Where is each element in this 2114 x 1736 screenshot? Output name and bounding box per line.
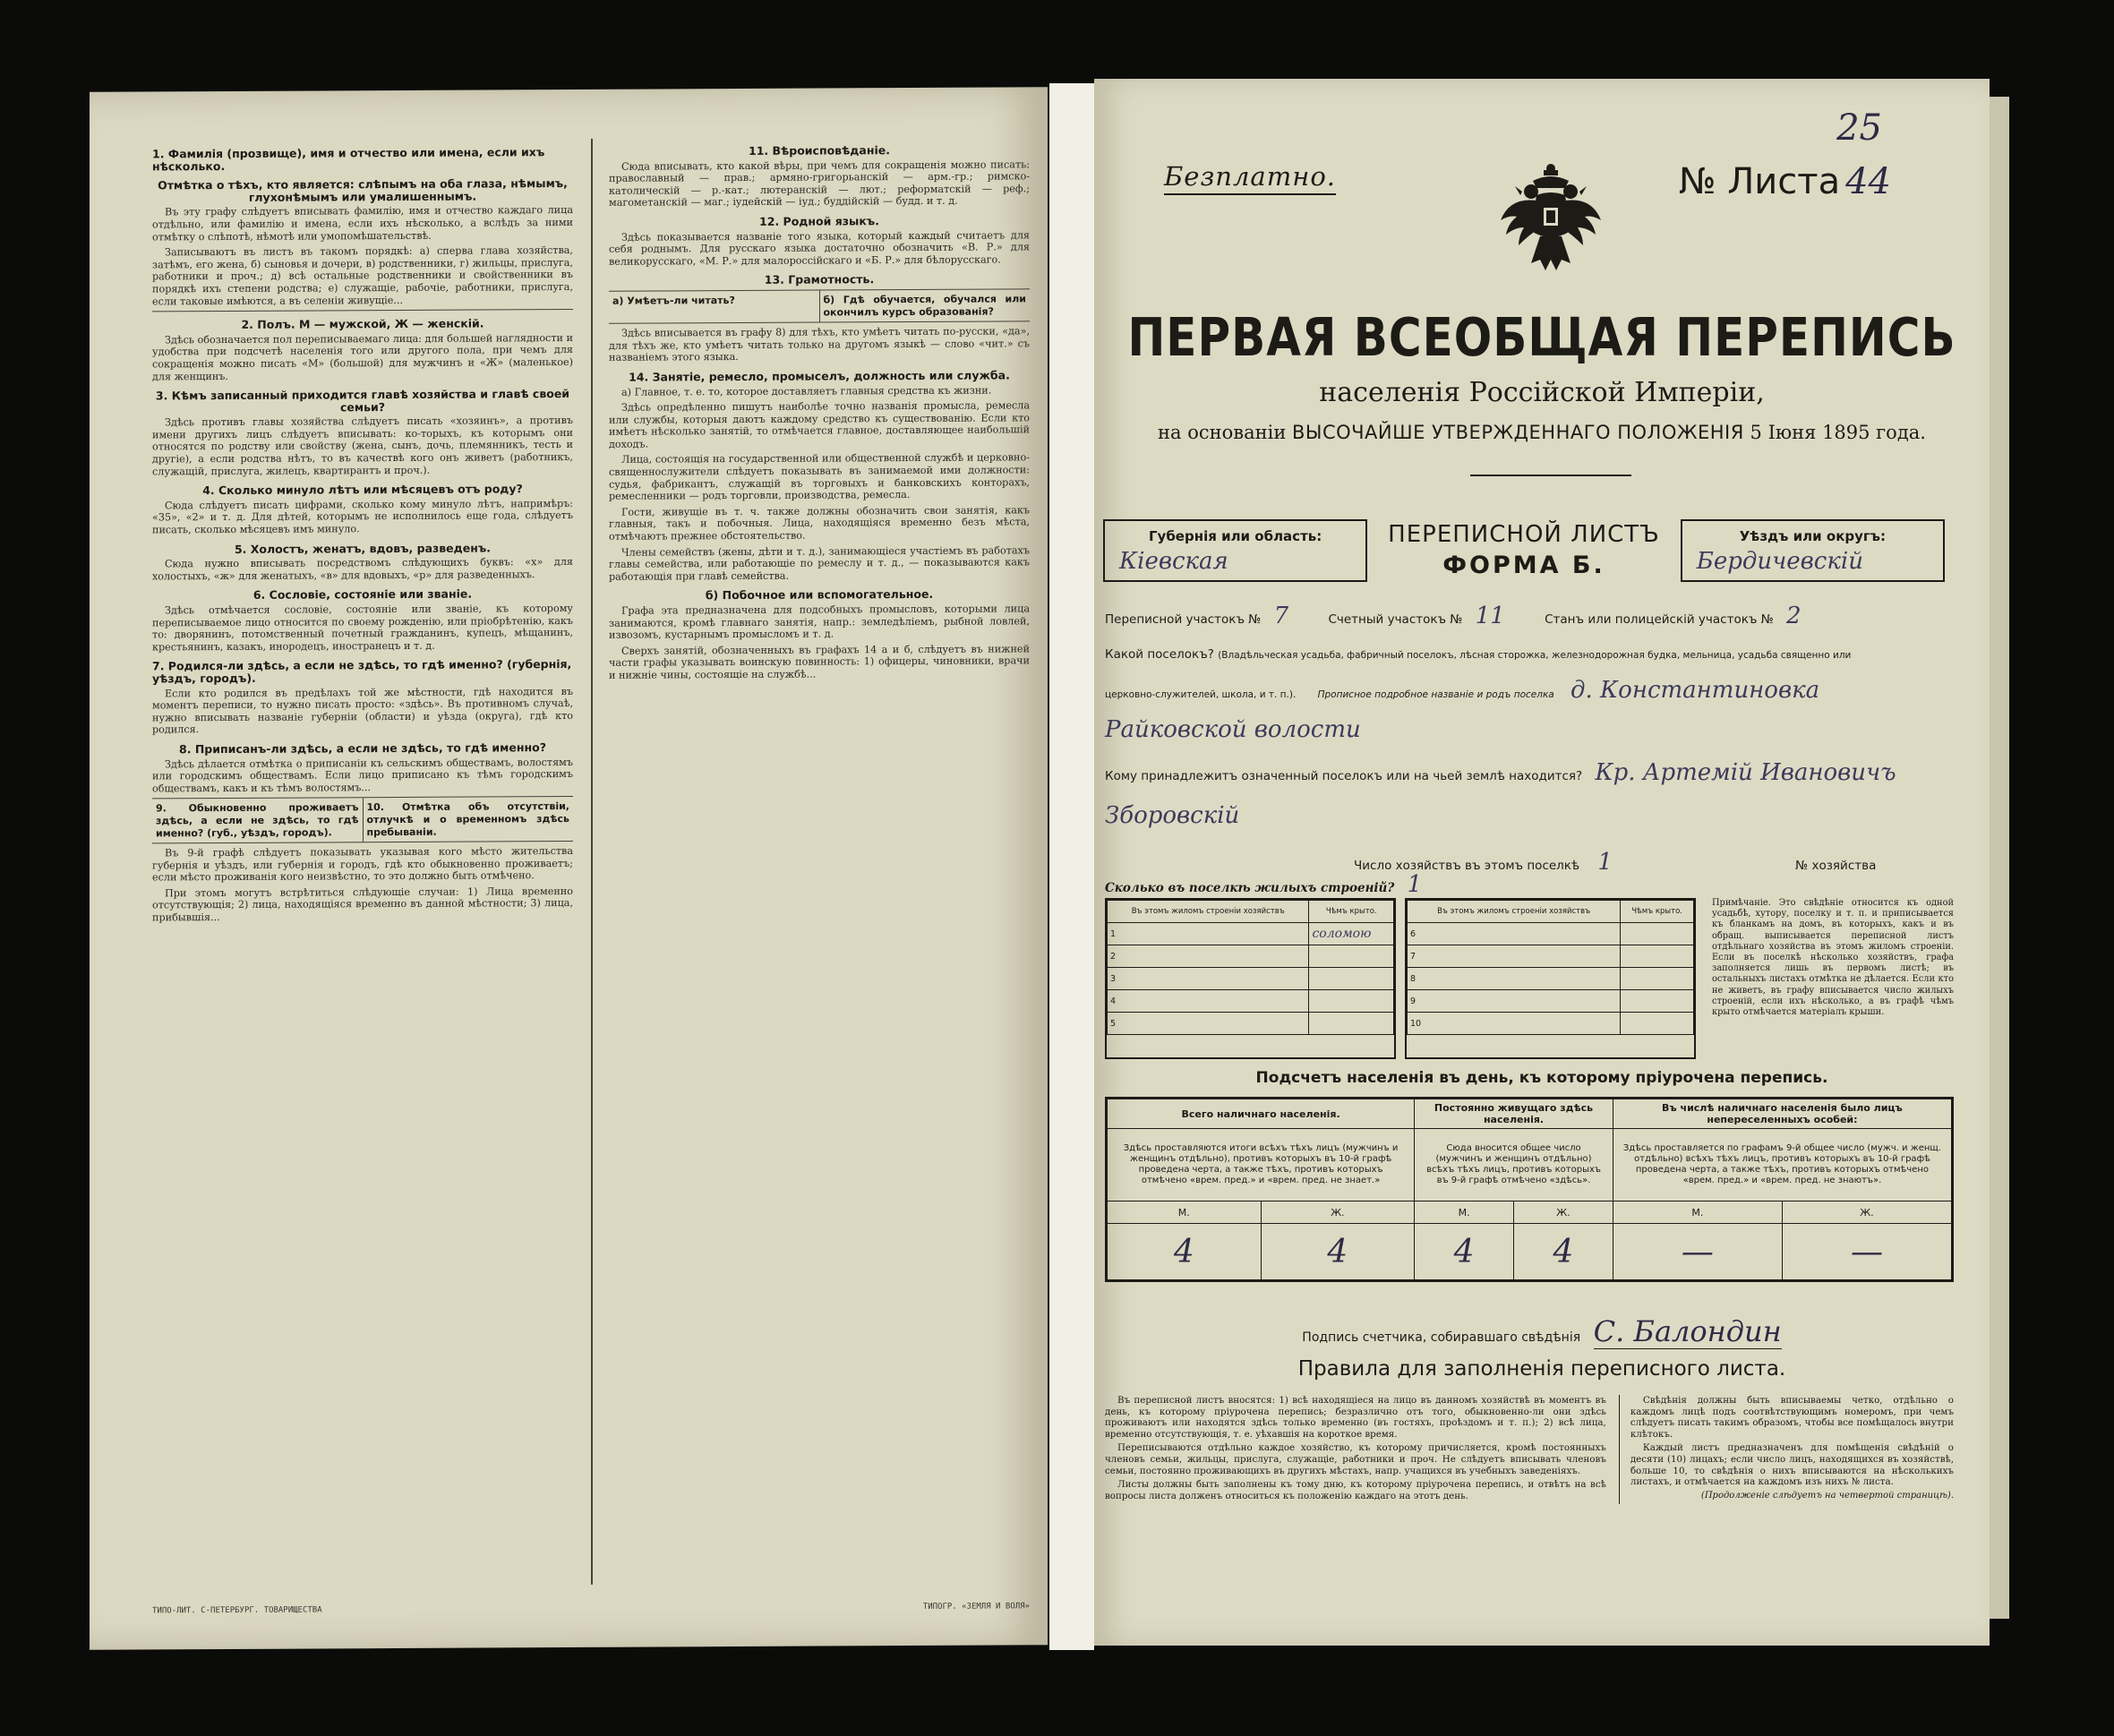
- sheet-number-label: № Листа: [1678, 161, 1841, 202]
- settlement-label: Какой поселокъ?: [1105, 647, 1214, 662]
- paragraph: Лица, состоящія на государственной или общественной службѣ и церковно-священнослужители слѣдуетъ показывать въ занимаемой ими должности: судья, фабрикантъ, служащій въ торговыхъ и банковскихъ конторахъ, ремесленники — родъ торговли, производства, ремесла.: [609, 451, 1030, 503]
- precinct-label: Переписной участокъ №: [1105, 612, 1262, 627]
- printer-mark-right: ТИПОГР. «ЗЕМЛЯ И ВОЛЯ»: [922, 1602, 1030, 1612]
- count-col-header-3: Въ числѣ наличнаго населенія было лицъ непереселенныхъ особей:: [1613, 1099, 1951, 1129]
- rules-column-1: [1105, 1395, 1606, 1504]
- continued-note: (Продолженіе слѣдуетъ на четвертой страницѣ).: [1700, 1490, 1954, 1501]
- settlement-name-value: д. Константиновка: [1571, 677, 1820, 704]
- count-value: 4: [1415, 1224, 1514, 1280]
- households-label: Число хозяйствъ въ этомъ поселкѣ: [1354, 859, 1580, 873]
- heading-9: 9. Обыкновенно проживаетъ здѣсь, а если не здѣсь, то гдѣ именно? (губ., уѣздъ, городъ).: [156, 801, 359, 839]
- rules-text: [1105, 1395, 1954, 1504]
- precinct-value: 7: [1273, 603, 1289, 629]
- rules-column-2: [1619, 1395, 1954, 1504]
- paragraph: Если кто родился въ предѣлахъ той же мѣстности, гдѣ находится въ моментъ переписи, то нужно писать просто: «здѣсь». Въ противномъ случаѣ, нужно вписывать названіе губерніи (области) и уѣзда (округа), гдѣ кто родился.: [152, 685, 573, 736]
- row-number: 2: [1108, 945, 1309, 968]
- paragraph: Здѣсь показывается названіе того языка, который каждый считаетъ для себя роднымъ. Для русскаго языка достаточно обозначить «В. Р.» для великорусскаго, «М. Р.» для малороссійскаго и «Б. Р.» для бѣлорусскаго.: [609, 228, 1030, 268]
- heading-11: 11. Вѣроисповѣданіе.: [749, 143, 890, 158]
- row-number: 3: [1108, 968, 1309, 990]
- paragraph: Записываютъ въ листъ въ такомъ порядкѣ: а) сперва глава хозяйства, затѣмъ, его жена, б) сыновья и дочери, в) родственники, г) жильцы, прислуга, работники и проч.; д) всѣ остальные родственники и свойственники въ порядкѣ ихъ степени родства; е) служащіе, рабочіе, работники, прислуга, если таковые имѣются, а въ селеніи живущіе...: [152, 244, 573, 307]
- settlement-line: [1105, 647, 1954, 662]
- count-desc-2: Сюда вносится общее число (мужчинъ и женщинъ отдѣльно) всѣхъ тѣхъ лицъ, противъ которыхъ въ 9-й графѣ отмѣчено «здѣсь».: [1415, 1129, 1613, 1202]
- paragraph: Графа эта предназначена для подсобныхъ промысловъ, которыми лица занимаются, кромѣ главнаго занятія, напр.: земледѣліемъ, рыбной ловлей, извозомъ, кустарнымъ промысломъ и т. д.: [609, 603, 1030, 641]
- count-district-label: Счетный участокъ №: [1328, 612, 1463, 627]
- precinct-line: [1105, 603, 1954, 629]
- female-header: Ж.: [1261, 1202, 1415, 1224]
- right-page: [1094, 79, 1990, 1646]
- heading-5: 5. Холостъ, женатъ, вдовъ, разведенъ.: [234, 541, 492, 556]
- heading-13a: а) Умѣетъ-ли читать?: [612, 294, 735, 307]
- owner-value-2: Зборовскій: [1105, 802, 1240, 829]
- heading-1-sub: Отмѣтка о тѣхъ, кто является: слѣпымъ на оба глаза, нѣмымъ, глухонѣмымъ или умалишеннымъ.: [158, 176, 568, 204]
- paragraph: Здѣсь вписывается въ графу 8) для тѣхъ, кто умѣетъ читать по-русски, «да», для тѣхъ же, кто умѣетъ читать только на другомъ языкѣ — слово «чит.» съ названіемъ этого языка.: [609, 325, 1030, 364]
- paragraph: Переписываются отдѣльно каждое хозяйство, къ которому причисляется, кромѣ постоянныхъ членовъ семьи, жильцы, прислуга, служащіе, работники и проч. Не слѣдуетъ вписывать членовъ семьи, постоянно проживающихъ въ другихъ мѣстахъ, напр. учащихся въ учебныхъ заведеніяхъ.: [1105, 1442, 1606, 1476]
- col-header: Въ этомъ жиломъ строеніи хозяйствъ: [1408, 901, 1621, 923]
- paragraph: Каждый листъ предназначенъ для помѣщенія свѣдѣній о десяти (10) лицахъ; если число лицъ, находящихся въ хозяйствѣ, больше 10, то свѣдѣнія о нихъ вписываются на нѣсколькихъ листахъ, и отмѣчается на каждомъ изъ нихъ № листа.: [1630, 1442, 1954, 1488]
- heading-14b: б) Побочное или вспомогательное.: [705, 587, 934, 603]
- male-header: М.: [1108, 1202, 1262, 1224]
- table-cell: [1309, 1013, 1394, 1035]
- count-district-value: 11: [1475, 603, 1505, 629]
- owner-value: Кр. Артемій Ивановичъ: [1595, 759, 1896, 786]
- gutter-strip: [1049, 83, 1094, 1650]
- district-value: Бердичевскій: [1696, 548, 1863, 575]
- row-number: 6: [1408, 923, 1621, 945]
- handwritten-page-number: 25: [1836, 107, 1882, 149]
- free-label: Безплатно.: [1164, 161, 1337, 192]
- paragraph: При этомъ могутъ встрѣтиться слѣдующіе случаи: 1) Лица временно отсутствующія; 2) лица, находящіяся временно въ данной мѣстности; 3) лица, прибывшія...: [152, 885, 573, 924]
- settlement-name-line-2: [1105, 716, 1954, 743]
- owner-line: [1105, 759, 1954, 786]
- buildings-label: Сколько въ поселкѣ жилыхъ строеній?: [1105, 881, 1395, 895]
- page-edge: [1988, 97, 2009, 1619]
- settlement-name-label: Прописное подробное названіе и родъ поселка: [1317, 689, 1554, 700]
- subtitle-basis-a: на основаніи: [1158, 422, 1287, 443]
- province-value: Кіевская: [1119, 548, 1228, 575]
- district-field: [1681, 519, 1945, 582]
- province-field: [1103, 519, 1367, 582]
- paragraph: а) Главное, т. е. то, которое доставляетъ главныя средства къ жизни.: [621, 384, 992, 398]
- female-header: Ж.: [1782, 1202, 1951, 1224]
- settlement-name-value-2: Райковской волости: [1105, 716, 1361, 743]
- female-header: Ж.: [1514, 1202, 1613, 1224]
- left-column-2: [591, 136, 1030, 1585]
- subtitle: населенія Россійской Имперіи,: [1319, 377, 1765, 408]
- divider: [152, 309, 573, 312]
- signature-label: Подпись счетчика, собиравшаго свѣдѣнія: [1302, 1330, 1581, 1345]
- paragraph: Въ 9-й графѣ слѣдуетъ показывать указывая кого мѣсто жительства губернія и уѣздъ, или губернія и городъ, гдѣ кто обыкновенно проживаетъ; если мѣсто проживанія кого неизвѣстно, то это должно быть отмѣчено.: [152, 845, 573, 884]
- buildings-note: Примѣчаніе. Это свѣдѣніе относится къ одной усадьбѣ, хутору, поселку и т. п. и приписывается къ бланкамъ на домъ, въ которыхъ, какъ и въ обращ. выписывается переписной листъ отдѣльнаго хозяйства въ этомъ жиломъ строеніи. Если въ поселкѣ нѣсколько хозяйствъ, графа заполняется лишь въ первомъ листѣ; въ остальныхъ листахъ отмѣтка не дѣлается. Если кто не живетъ, въ графу вписывается число жилыхъ строеній, если ихъ нѣсколько, а въ графѣ чѣмъ крыто отмѣчается матеріалъ крыши.: [1712, 898, 1954, 1018]
- settlement-hint-2: церковно-служителей, школа, и т. п.).: [1105, 689, 1297, 700]
- count-desc-1: Здѣсь проставляются итоги всѣхъ тѣхъ лицъ (мужчинъ и женщинъ отдѣльно), противъ которыхъ въ 10-й графѣ проведена черта, а также тѣхъ, противъ которыхъ отмѣчено «врем. пред.» и «врем. пред. не знает.»: [1108, 1129, 1415, 1202]
- paragraph: Гости, живущіе въ т. ч. также должны обозначить свои занятія, какъ главныя, такъ и побочныя. Лица, находящіяся временно безъ мѣста, отмѣчаютъ прежнее обстоятельство.: [609, 504, 1030, 543]
- double-headed-eagle-icon: [1497, 161, 1605, 278]
- row-number: 8: [1408, 968, 1621, 990]
- main-title: ПЕРВАЯ ВСЕОБЩАЯ ПЕРЕПИСЬ: [1127, 306, 1956, 369]
- row-number: 4: [1108, 990, 1309, 1013]
- roof-value: [1309, 923, 1394, 945]
- heading-12: 12. Родной языкъ.: [759, 214, 879, 228]
- sheet-number-handwritten: 44: [1845, 161, 1891, 202]
- heading-6: 6. Сословіе, состояніе или званіе.: [252, 586, 473, 603]
- settlement-hint: (Владѣльческая усадьба, фабричный поселокъ, лѣсная сторожка, железнодорожная будка, мельница, усадьба священно или: [1218, 650, 1852, 661]
- settlement-name-line: [1105, 677, 1954, 704]
- household-number-label: № хозяйства: [1795, 859, 1877, 873]
- paragraph: Здѣсь отмѣчается сословіе, состояніе или званіе, къ которому переписываемое лицо относится по своему рожденію, или пріобрѣтенію, какъ то: дворянинъ, потомственный почетный гражданинъ, купецъ, мѣщанинъ, крестьянинъ, казакъ, инородецъ, иностранецъ и т. д.: [152, 602, 573, 654]
- subtitle-basis: [1094, 422, 1990, 443]
- count-col-header-2: Постоянно живущаго здѣсь населенія.: [1415, 1099, 1613, 1129]
- sheet-number: [1679, 161, 1891, 202]
- col-header: Чѣмъ крыто.: [1309, 901, 1394, 923]
- count-value: 4: [1261, 1224, 1415, 1280]
- rules-title: Правила для заполненія переписного листа.: [1297, 1357, 1786, 1381]
- left-page: [90, 87, 1048, 1650]
- table-cell: [1621, 968, 1694, 990]
- enumerator-signature-line: [1094, 1314, 1990, 1348]
- heading-2: 2. Полъ. М — мужской, Ж — женскій.: [241, 316, 484, 332]
- heading-14: 14. Занятіе, ремесло, промыселъ, должность или служба.: [629, 368, 1010, 384]
- buildings-table: [1105, 898, 1696, 1059]
- male-header: М.: [1415, 1202, 1514, 1224]
- male-header: М.: [1613, 1202, 1782, 1224]
- col-header: Въ этомъ жиломъ строеніи хозяйствъ: [1108, 901, 1309, 923]
- count-desc-3: Здѣсь проставляется по графамъ 9-й общее число (мужч. и женщ. отдѣльно) всѣхъ тѣхъ лицъ, противъ которыхъ въ 10-й графѣ проведена черта, а также тѣхъ, противъ которыхъ отмѣчено «врем. пред.» и «врем. пред. не знаютъ».: [1613, 1129, 1951, 1202]
- heading-8: 8. Приписанъ-ли здѣсь, а если не здѣсь, то гдѣ именно?: [179, 740, 546, 757]
- left-footer: [152, 1602, 1030, 1615]
- police-district-value: 2: [1786, 603, 1802, 629]
- paragraph: Здѣсь противъ главы хозяйства слѣдуетъ писать «хозяинъ», а противъ имени другихъ лицъ слѣдуетъ вписывать: ко-торыхъ, къ которымъ они относятся по родству или свойству (жена, сынъ, дочь, племянникъ, тесть и другіе), а если родства нѣтъ, то въ качествѣ кого онъ живетъ (работникъ, служащій, прислуга, жилецъ, квартирантъ и проч.).: [152, 415, 573, 478]
- count-title: Подсчетъ населенія въ день, къ которому пріурочена перепись.: [1255, 1069, 1828, 1087]
- table-cell: [1309, 968, 1394, 990]
- table-cell: [1621, 945, 1694, 968]
- count-col-header-1: Всего наличнаго населенія.: [1108, 1099, 1415, 1129]
- buildings-value: 1: [1407, 871, 1423, 898]
- row-number: 9: [1408, 990, 1621, 1013]
- row-number: 10: [1408, 1013, 1621, 1035]
- district-label: Уѣздъ или округъ:: [1739, 528, 1886, 544]
- owner-line-2: [1105, 802, 1954, 829]
- signature-handwritten: С. Балондин: [1593, 1314, 1782, 1348]
- province-label: Губернія или область:: [1148, 528, 1322, 544]
- census-spread: [90, 70, 2015, 1663]
- paragraph: Здѣсь дѣлается отмѣтка о приписаніи къ сельскимъ обществамъ, волостямъ или городскимъ обществамъ. Если лицо приписано къ тѣмъ городскимъ обществамъ, какъ и къ тѣмъ волостямъ...: [152, 756, 573, 795]
- row-number: 5: [1108, 1013, 1309, 1035]
- row-number: 7: [1408, 945, 1621, 968]
- form-header-row: [1103, 519, 1945, 582]
- roof-handwritten: соломою: [1312, 927, 1372, 941]
- col-header: Чѣмъ крыто.: [1621, 901, 1694, 923]
- paragraph: Сюда вписывать, кто какой вѣры, при чемъ для сокращенія можно писать: православный — прав.; армяно-григорьанскій — арм.-гр.; римско-католическій — р.-кат.; лютеранскій — лют.; реформатскій — реф.; магометанскій — маг.; іудейскій — іуд.; буддійскій — будд. и т. д.: [609, 158, 1030, 210]
- heading-13b: б) Гдѣ обучается, обучался или окончилъ курсъ образованія?: [819, 289, 1031, 321]
- subtitle-basis-b: ВЫСОЧАЙШЕ УТВЕРЖДЕННАГО ПОЛОЖЕНІЯ: [1292, 422, 1744, 443]
- heading-13: 13. Грамотность.: [764, 272, 875, 287]
- paragraph: Сюда нужно вписывать посредствомъ слѣдующихъ буквъ: «х» для холостыхъ, «ж» для женатыхъ, «в» для вдовыхъ, «р» для разведенныхъ.: [152, 556, 573, 583]
- form-name-line-2: ФОРМА Б.: [1442, 552, 1605, 579]
- row-number: 1: [1108, 923, 1309, 945]
- count-value: —: [1613, 1224, 1782, 1280]
- paragraph: Члены семействъ (жены, дѣти и т. д.), занимающіеся участіемъ въ работахъ главы семейства, или работающіе по ремеслу и т. д., — показываются какъ работающія при главѣ семейства.: [609, 543, 1030, 583]
- households-value: 1: [1597, 849, 1613, 876]
- count-value: 4: [1514, 1224, 1613, 1280]
- table-cell: [1621, 990, 1694, 1013]
- left-column-1: [152, 139, 573, 1586]
- owner-label: Кому принадлежитъ означенный поселокъ или на чьей землѣ находится?: [1105, 769, 1583, 783]
- split-heading: [152, 796, 573, 843]
- buildings-line: [1105, 871, 1954, 898]
- table-cell: [1309, 990, 1394, 1013]
- paragraph: Сюда слѣдуетъ писать цифрами, сколько кому минуло лѣтъ, напримѣръ: «35», «2» и т. д. Для дѣтей, которымъ не исполнилось еще года, слѣдуетъ писать, сколько мѣсяцевъ имъ минуло.: [152, 497, 573, 536]
- form-name-line-1: ПЕРЕПИСНОЙ ЛИСТЪ: [1388, 521, 1660, 548]
- buildings-table-right: [1405, 898, 1696, 1059]
- divider: [1470, 475, 1631, 476]
- count-value: 4: [1108, 1224, 1262, 1280]
- heading-3: 3. Кѣмъ записанный приходится главѣ хозяйства и главѣ своей семьи?: [155, 387, 570, 415]
- table-cell: [1621, 1013, 1694, 1035]
- split-heading: [609, 288, 1030, 324]
- count-value: —: [1782, 1224, 1951, 1280]
- heading-4: 4. Сколько минуло лѣтъ или мѣсяцевъ отъ роду?: [202, 482, 523, 498]
- paragraph: Въ эту графу слѣдуетъ вписывать фамилію, имя и отчество каждаго лица отдѣльно, или фамилію и имена, если ихъ нѣсколько, а вслѣдъ за ними отмѣтку о слѣпотѣ, нѣмотѣ или умопомѣшательствѣ.: [152, 204, 573, 243]
- form-name: [1367, 519, 1681, 582]
- population-count-table: [1105, 1097, 1954, 1282]
- paragraph: Здѣсь обозначается пол переписываемаго лица: для большей наглядности и удобства при подсчетѣ населенія того или другого пола, при чемъ для сокращенія можно писать «М» (большой) для мужчинъ и «Ж» (маленькое) для женщинъ.: [152, 331, 573, 382]
- police-district-label: Станъ или полицейскій участокъ №: [1545, 612, 1774, 627]
- paragraph: Въ переписной листъ вносятся: 1) всѣ находящіеся на лицо въ данномъ хозяйствѣ въ моментъ въ день, къ которому пріурочена перепись; безразлично отъ того, обыкновенно-ли они здѣсь проживаютъ или находятся здѣсь только временно (въ гостяхъ, проѣздомъ и т. п.); 2) всѣ лица, временно отсутствующія, т. е. уѣхавшія на короткое время.: [1105, 1395, 1606, 1440]
- paragraph: Свѣдѣнія должны быть вписываемы четко, отдѣльно о каждомъ лицѣ подъ соотвѣтствующимъ номеромъ, при чемъ слѣдуетъ писать такимъ образомъ, чтобы все помѣщалось внутри клѣтокъ.: [1630, 1395, 1954, 1440]
- printer-mark-left: ТИПО-ЛИТ. С-ПЕТЕРБУРГ. ТОВАРИЩЕСТВА: [152, 1605, 322, 1616]
- subtitle-basis-c: 5 Іюня 1895 года.: [1750, 422, 1926, 443]
- paragraph: Листы должны быть заполнены къ тому дню, къ которому пріурочена перепись, и отвѣтъ на всѣ вопросы листа долженъ относиться къ положенію каждаго на этотъ день.: [1105, 1479, 1606, 1501]
- paragraph: Здѣсь опредѣленно пишутъ наиболѣе точно названія промысла, ремесла или службы, которыя даютъ каждому средство къ существованію. Если кто имѣетъ нѣсколько занятій, то отмѣчается главное, доставляющее наибольшій доходъ.: [609, 399, 1030, 450]
- heading-1: 1. Фамилія (прозвище), имя и отчество или имена, если ихъ нѣсколько.: [152, 145, 545, 174]
- heading-10: 10. Отмѣтка объ отсутствіи, отлучкѣ и о временномъ здѣсь пребываніи.: [363, 797, 574, 842]
- heading-7: 7. Родился-ли здѣсь, а если не здѣсь, то гдѣ именно? (губернія, уѣздъ, городъ).: [152, 657, 572, 686]
- paragraph: Сверхъ занятій, обозначенныхъ въ графахъ 14 а и б, слѣдуетъ въ нижней части графы указывать воинскую повинность: 1) офицеры, чиновники, врачи и нижніе чины, состоящіе на службѣ...: [609, 643, 1030, 681]
- buildings-table-left: [1105, 898, 1396, 1059]
- table-cell: [1621, 923, 1694, 945]
- table-cell: [1309, 945, 1394, 968]
